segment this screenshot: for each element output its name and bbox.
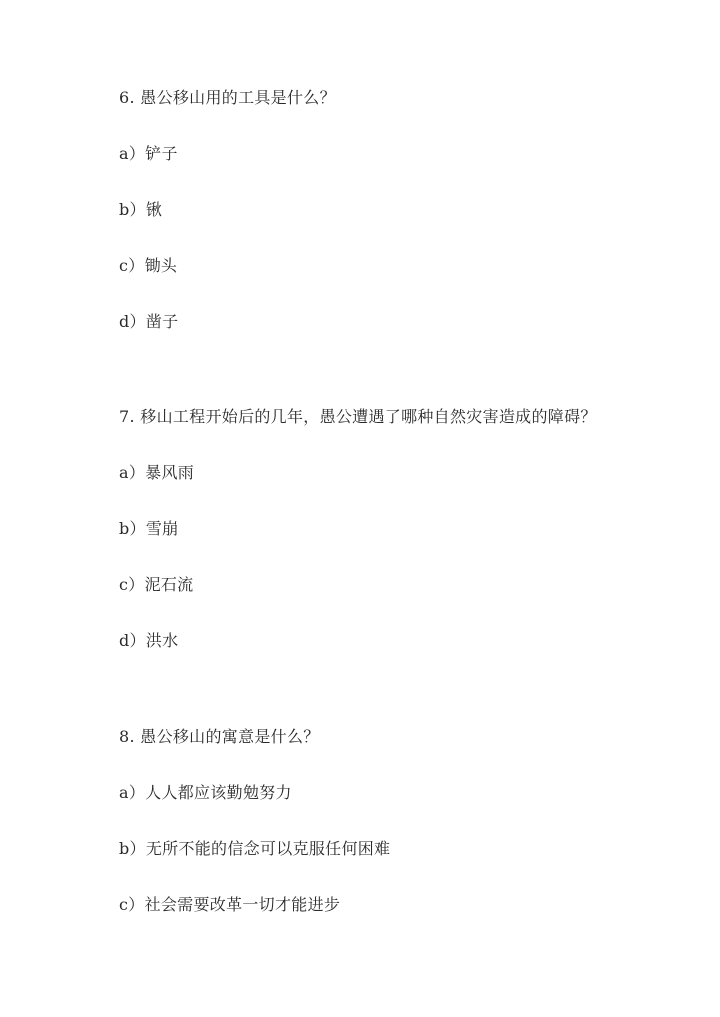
option-text: 铲子: [145, 144, 178, 163]
question-8: [119, 727, 320, 747]
option-label: b）: [119, 519, 146, 538]
option-text: 锄头: [144, 256, 178, 275]
option-label: c）: [119, 895, 145, 914]
question-text: 移山工程开始后的几年，愚公遭遇了哪种自然灾害造成的障碍？: [140, 407, 597, 426]
option-text: 无所不能的信念可以克服任何困难: [145, 839, 391, 858]
question-7: [119, 407, 597, 427]
option-text: 泥石流: [144, 575, 194, 594]
option-text: 雪崩: [145, 519, 179, 538]
option-8a: [119, 783, 292, 803]
option-text: 锹: [145, 200, 163, 219]
option-text: 洪水: [145, 631, 179, 650]
option-text: 社会需要改革一切才能进步: [144, 895, 341, 914]
option-label: a）: [119, 463, 146, 482]
option-label: c）: [119, 256, 145, 275]
option-7a: [119, 463, 194, 483]
option-8c: [119, 895, 340, 915]
question-6: [119, 88, 336, 108]
question-number: 7.: [119, 407, 135, 426]
option-label: d）: [119, 312, 146, 331]
question-text: 愚公移山的寓意是什么？: [140, 727, 320, 746]
question-number: 8.: [119, 727, 135, 746]
option-7d: [119, 631, 178, 651]
option-text: 人人都应该勤勉努力: [145, 783, 292, 802]
option-7c: [119, 575, 193, 595]
option-label: c）: [119, 575, 145, 594]
option-6d: [119, 312, 178, 332]
option-label: a）: [119, 783, 146, 802]
option-text: 暴风雨: [145, 463, 195, 482]
option-label: b）: [119, 200, 146, 219]
option-label: d）: [119, 631, 146, 650]
option-6b: [119, 200, 162, 220]
option-6c: [119, 256, 177, 276]
option-8b: [119, 839, 390, 859]
option-6a: [119, 144, 178, 164]
option-label: b）: [119, 839, 146, 858]
option-7b: [119, 519, 178, 539]
option-label: a）: [119, 144, 146, 163]
question-number: 6.: [119, 88, 135, 107]
question-text: 愚公移山用的工具是什么？: [140, 88, 336, 107]
option-text: 凿子: [145, 312, 179, 331]
